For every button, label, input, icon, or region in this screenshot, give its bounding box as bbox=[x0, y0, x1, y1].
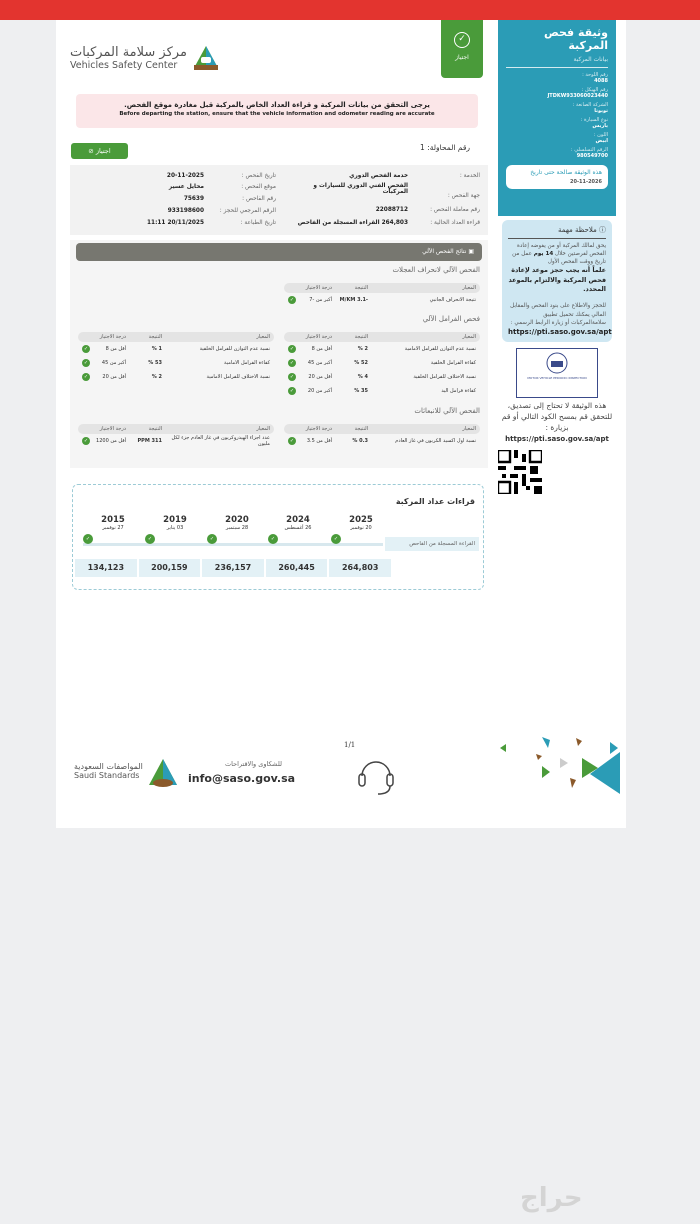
verify-text: هذه الوثيقة لا تحتاج إلى تصديق، للتحقق قم بمسح الكود التالي أو قم بزيارة : https://pti.saso.gov.sa/apt bbox=[498, 401, 616, 444]
inspection-info: الخدمة : خدمة الفحص الدوري جهة الفحص : الفحص الفني الدوري للسيارات و المركبات رقم معاملة الفحص : 22088712 قراءة العداد الحالية : 264,803 القراءة المسجلة من الفاحص تاريخ الفحص : 20-11-2025 موقع الفحص : محايل عسير رقم الفاحص : 75639 الرقم المرجعي للحجز : 933198600 تاريخ الطباعة : 11:11 20/11/2025 bbox=[70, 165, 488, 235]
odometer-readings bbox=[72, 484, 484, 590]
emissions-title: الفحص الآلي للانبعاثات bbox=[414, 407, 480, 415]
sidebar-title: وثيقة فحص المركبة bbox=[543, 26, 608, 52]
attempt-number: رقم المحاولة: 1 bbox=[420, 143, 471, 152]
alignment-title: الفحص الآلي لانحراف العجلات bbox=[392, 266, 480, 274]
headset-icon bbox=[356, 754, 396, 798]
decorative-triangles bbox=[490, 736, 620, 796]
vehicle-doc-panel bbox=[498, 20, 616, 216]
odometer-value: 200,159 bbox=[137, 559, 201, 577]
table-row: كفاءة فرامل اليد % 35 أكبر من 20 ✓ bbox=[289, 388, 476, 394]
check-icon: ✓ bbox=[83, 360, 89, 366]
info-icon: ⓘ bbox=[596, 226, 606, 234]
vehicle-field-value: ياريس bbox=[592, 123, 608, 129]
table-row: كفاءة الفرامل الخلفية % 52 أكبر من 45 ✓ bbox=[289, 360, 476, 366]
vehicle-field-value: ابيض bbox=[595, 138, 608, 144]
mvpi-stamp: MOTOR VEHICLE PERIODIC INSPECTION bbox=[516, 348, 598, 398]
check-icon: ✓ bbox=[83, 346, 89, 352]
footer bbox=[70, 741, 620, 810]
odometer-entry: 2015 27 نوفمبر ✓ bbox=[83, 515, 143, 544]
odometer-values bbox=[73, 559, 391, 577]
vehicle-field-value: تويوتا bbox=[594, 108, 608, 114]
check-icon: ✓ bbox=[289, 346, 295, 352]
verify-link[interactable]: https://pti.saso.gov.sa/apt bbox=[505, 434, 609, 443]
note-link[interactable]: https://pti.saso.gov.sa/apt bbox=[508, 327, 612, 336]
brake-title: فحص الفرامل الآلي bbox=[422, 315, 480, 323]
vehicle-field-label: الشركة الصانعة : bbox=[572, 102, 608, 108]
check-icon: ✓ bbox=[83, 438, 89, 444]
validity-box: هذه الوثيقة صالحة حتى تاريخ 20-11-2026 bbox=[506, 165, 608, 189]
check-circle-icon: ⊘ bbox=[88, 147, 96, 155]
vehicle-field-label: رقم اللوحة : bbox=[582, 72, 608, 78]
table-row: نسبة الاختلاف للفرامل الخلفية % 4 أقل من 20 ✓ bbox=[289, 374, 476, 380]
vehicle-field-label: الرقم التسلسلي : bbox=[570, 147, 608, 153]
brake-table-left bbox=[78, 332, 274, 384]
table-row: نسبة اول اكسيد الكربون في غاز العادم % 0.3 أقل من 3.5 ✓ bbox=[289, 438, 476, 444]
check-icon: ✓ bbox=[289, 438, 295, 444]
check-icon: ✓ bbox=[289, 360, 295, 366]
check-icon: ✓ bbox=[207, 534, 217, 544]
vehicle-field-value: 980549700 bbox=[576, 153, 608, 159]
odometer-value: 236,157 bbox=[200, 559, 264, 577]
car-seal-icon bbox=[545, 351, 569, 375]
table-row: نسبة الاختلاف للفرامل الامامية % 2 أقل من 20 ✓ bbox=[83, 374, 270, 380]
qr-code[interactable] bbox=[498, 450, 542, 494]
alignment-table bbox=[284, 283, 480, 307]
emissions-table-right bbox=[284, 424, 480, 448]
table-header: المعيار النتيجة درجة الاجتياز bbox=[284, 424, 480, 434]
vehicle-field-label: نوع السيارة : bbox=[580, 117, 608, 123]
odometer-value: 264,803 bbox=[327, 559, 391, 577]
table-row: نسبة عدم التوازن للفرامل الامامية % 2 أقل من 8 ✓ bbox=[289, 346, 476, 352]
results-header: ▣ نتائج الفحص الآلي bbox=[76, 243, 482, 261]
vsc-logo-icon bbox=[193, 44, 219, 72]
check-icon: ✓ bbox=[289, 388, 295, 394]
check-icon: ✓ bbox=[331, 534, 341, 544]
saso-logo-icon bbox=[148, 758, 178, 788]
odometer-entry: 2025 20 نوفمبر ✓ bbox=[331, 515, 391, 544]
table-row: نتيجة الانحراف الجانبي M/KM 3.1- أكبر من -7 ✓ bbox=[289, 297, 476, 303]
sidebar bbox=[498, 20, 616, 540]
table-header: المعيار النتيجة درجة الاجتياز bbox=[284, 332, 480, 342]
check-icon: ✓ bbox=[454, 32, 470, 48]
vehicle-field-value: JTDKW933060023440 bbox=[547, 93, 608, 99]
odometer-entry: 2024 26 أغسطس ✓ bbox=[268, 515, 328, 544]
emissions-table-left bbox=[78, 424, 274, 448]
vehicle-data-heading: بيانات المركبة bbox=[506, 56, 608, 68]
table-header: المعيار النتيجة درجة الاجتياز bbox=[78, 424, 274, 434]
table-header: المعيار النتيجة درجة الاجتياز bbox=[78, 332, 274, 342]
haraj-watermark: حراج bbox=[520, 1183, 583, 1213]
table-header: المعيار النتيجة درجة الاجتياز bbox=[284, 283, 480, 293]
chip-icon: ▣ bbox=[466, 248, 474, 255]
vehicle-field-value: 4088 bbox=[594, 78, 608, 84]
logo-ar: مركز سلامة المركبات bbox=[70, 45, 187, 60]
vsc-logo bbox=[70, 44, 219, 72]
complaints-label: للشكاوى والاقتراحات bbox=[224, 760, 282, 768]
table-row: نسبة عدم التوازن للفرامل الخلفية % 1 أقل من 8 ✓ bbox=[83, 346, 270, 352]
odometer-entry: 2020 28 سبتمبر ✓ bbox=[207, 515, 267, 544]
pass-button: ⊘ اجتياز bbox=[71, 143, 128, 159]
odometer-value: 134,123 bbox=[73, 559, 137, 577]
email-link[interactable]: info@saso.gov.sa bbox=[188, 772, 296, 785]
auto-inspection-results bbox=[70, 240, 488, 468]
odometer-value: 260,445 bbox=[264, 559, 328, 577]
logo-en: Vehicles Safety Center bbox=[70, 60, 178, 71]
page-number: 1/1 bbox=[344, 741, 356, 749]
vehicle-field-label: اللون : bbox=[593, 132, 608, 138]
brake-table-right bbox=[284, 332, 480, 398]
vehicle-field-label: رقم الهيكل : bbox=[581, 87, 608, 93]
check-icon: ✓ bbox=[289, 374, 295, 380]
important-note: ⓘ ملاحظة مهمة يحق لمالك المركبة أو من يفوضه إعادة الفحص لفرصتين خلال 14 يوم عمل من تاريخ ووقت الفحص الأول علماً أنه يجب حجز موعد لإعادة فحص المركبة والالتزام بالموعد المحدد. للحجز والاطلاع على بنود الفحص والمقابل المالي يمكنك تحميل تطبيق سلامةالمركبات أو زيارة الرابط الرسمي : https://pti.saso.gov.sa/apt bbox=[502, 220, 612, 342]
check-icon: ✓ bbox=[83, 374, 89, 380]
odometer-row-label: القراءة المسجلة من الفاحص bbox=[385, 537, 479, 551]
saso-logo: المواصفات السعودية Saudi Standards bbox=[74, 762, 143, 780]
top-bar bbox=[0, 0, 700, 20]
check-icon: ✓ bbox=[145, 534, 155, 544]
odometer-entry: 2019 03 يناير ✓ bbox=[145, 515, 205, 544]
table-row: كفاءة الفرامل الامامية % 53 أكبر من 45 ✓ bbox=[83, 360, 270, 366]
table-row: عدد اجزاء الهيدروكربون في غاز العادم جزء لكل مليون PPM 311 أقل من 1200 ✓ bbox=[83, 435, 270, 447]
check-icon: ✓ bbox=[268, 534, 278, 544]
pass-status-badge: ✓ اجتياز bbox=[441, 20, 483, 78]
check-icon: ✓ bbox=[289, 297, 295, 303]
warning-banner: يرجى التحقق من بيانات المركبة و قراءة العداد الخاص بالمركبة قبل مغادرة موقع الفحص. Before departing the station, ensure that the vehicle information and odometer reading are accurate bbox=[76, 94, 478, 128]
odometer-title: قراءات عداد المركبة bbox=[395, 497, 475, 506]
check-icon: ✓ bbox=[83, 534, 93, 544]
